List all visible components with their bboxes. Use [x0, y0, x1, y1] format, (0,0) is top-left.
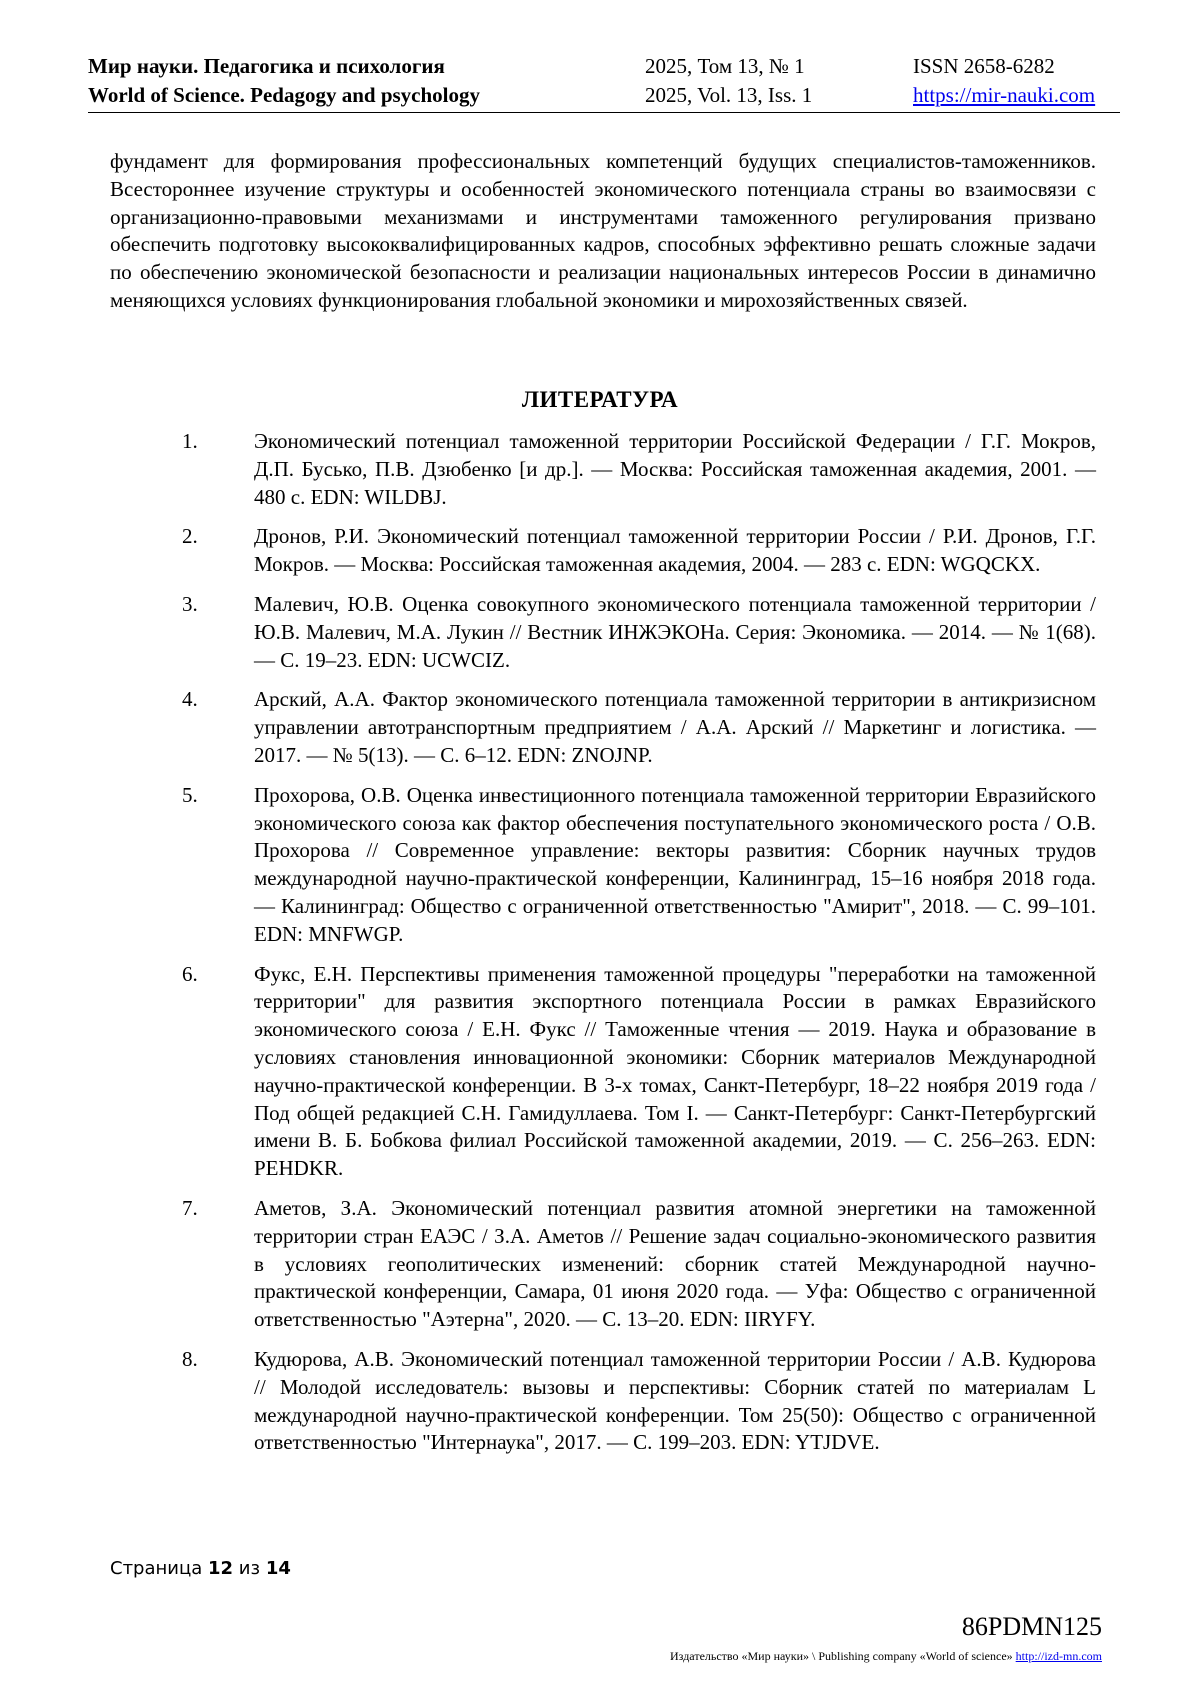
journal-title-en: World of Science. Pedagogy and psychology: [88, 83, 481, 107]
reference-text: Арский, А.А. Фактор экономического потенциала таможенной территории в антикризисном управлении автотранспортным предприятием / А.А. Арский // Маркетинг и логистика. — 2017. — № 5(13). — С. 6–12. EDN: ZNOJNP.: [254, 687, 1096, 767]
issue-en: 2025, Vol. 13, Iss. 1: [645, 83, 813, 107]
reference-number: 3.: [182, 591, 198, 616]
issue-block: [645, 52, 812, 110]
reference-number: 7.: [182, 1195, 198, 1220]
reference-text: Прохорова, О.В. Оценка инвестиционного потенциала таможенной территории Евразийского экономического союза как фактор обеспечения поступательного экономического роста / О.В. Прохорова // Современное управление: векторы развития: Сборник научных трудов международной научно-практической конференции, Калининград, 15–16 ноября 2018 года. — Калининград: Общество с ограниченной ответственностью "Амирит", 2018. — С. 99–101. EDN: MNFWGP.: [254, 782, 1096, 946]
journal-title-ru: Мир науки. Педагогика и психология: [88, 54, 445, 78]
reference-number: 2.: [182, 524, 198, 549]
reference-number: 5.: [182, 782, 198, 807]
reference-item: [110, 523, 1096, 579]
literature-heading: ЛИТЕРАТУРА: [521, 387, 679, 412]
issn-block: [913, 52, 1095, 110]
journal-url-link[interactable]: https://mir-nauki.com: [913, 83, 1096, 107]
journal-title-block: [88, 52, 480, 110]
page-number: [110, 1558, 291, 1579]
reference-text: Кудюрова, А.В. Экономический потенциал таможенной территории России / А.В. Кудюрова // Молодой исследователь: вызовы и перспективы: Сборник статей по материалам L международной научно-практической конференции. Том 25(50): Общество с ограниченной ответственностью "Интернаука", 2017. — С. 199–203. EDN: YTJDVE.: [254, 1346, 1096, 1455]
reference-number: 8.: [182, 1346, 198, 1371]
issue-ru: 2025, Том 13, № 1: [645, 54, 805, 78]
reference-item: [110, 1195, 1096, 1334]
publisher-line: [670, 1649, 1102, 1664]
header-divider: [88, 112, 1120, 113]
reference-text: Малевич, Ю.В. Оценка совокупного экономического потенциала таможенной территории / Ю.В. Малевич, М.А. Лукин // Вестник ИНЖЭКОНа. Серия: Экономика. — 2014. — № 1(68). — С. 19–23. EDN: UCWCIZ.: [254, 591, 1096, 672]
page-total: 14: [265, 1558, 291, 1579]
article-code: 86PDMN125: [961, 1612, 1102, 1641]
reference-number: 1.: [182, 429, 198, 453]
page-prefix: Страница: [110, 1558, 203, 1579]
body-paragraph: фундамент для формирования профессиональных компетенций будущих специалистов-таможенников. Всестороннее изучение структуры и особенностей экономического потенциала страны во взаимосвязи с организационно-правовыми механизмами и инструментами таможенного регулирования призвано обеспечить подготовку высококвалифицированных кадров, способных эффективно решать сложные задачи по обеспечению экономической безопасности и реализации национальных интересов России в динамично меняющихся условиях функционирования глобальной экономики и мирохозяйственных связей.: [110, 149, 1096, 312]
reference-text: Дронов, Р.И. Экономический потенциал таможенной территории России / Р.И. Дронов, Г.Г. Мокров. — Москва: Российская таможенная академия, 2004. — 283 с. EDN: WGQCKX.: [254, 524, 1096, 577]
reference-item: [110, 782, 1096, 949]
reference-item: [110, 1346, 1096, 1457]
reference-list: [110, 428, 1096, 1469]
publisher-text: Издательство «Мир науки» \ Publishing company «World of science»: [670, 1649, 1013, 1663]
reference-item: [110, 591, 1096, 674]
publisher-link[interactable]: http://izd-mn.com: [1015, 1649, 1102, 1663]
reference-text: Фукс, Е.Н. Перспективы применения таможенной процедуры "переработки на таможенной территории" для развития экспортного потенциала России в рамках Евразийского экономического союза / Е.Н. Фукс // Таможенные чтения — 2019. Наука и образование в условиях становления инновационной экономики: Сборник материалов Международной научно-практической конференции. В 3-х томах, Санкт-Петербург, 18–22 ноября 2019 года / Под общей редакцией С.Н. Гамидуллаева. Том I. — Санкт-Петербург: Санкт-Петербургский имени В. Б. Бобкова филиал Российской таможенной академии, 2019. — С. 256–263. EDN: PEHDKR.: [254, 961, 1096, 1181]
reference-text: Экономический потенциал таможенной территории Российской Федерации / Г.Г. Мокров, Д.П. Бусько, П.В. Дзюбенко [и др.]. — Москва: Российская таможенная академия, 2001. — 480 с. EDN: WILDBJ.: [254, 429, 1096, 509]
page-header: [88, 52, 1120, 112]
reference-number: 6.: [182, 961, 198, 986]
reference-text: Аметов, З.А. Экономический потенциал развития атомной энергетики на таможенной территории стран ЕАЭС / З.А. Аметов // Решение задач социально-экономического развития в условиях геополитических изменений: сборник статей Международной научно-практической конференции, Самара, 01 июня 2020 года. — Уфа: Общество с ограниченной ответственностью "Аэтерна", 2020. — С. 13–20. EDN: IIRYFY.: [254, 1195, 1096, 1332]
reference-item: [110, 961, 1096, 1183]
page-current: 12: [208, 1558, 234, 1579]
page-of: из: [238, 1558, 261, 1579]
reference-number: 4.: [182, 687, 198, 712]
reference-item: [110, 428, 1096, 511]
issn: ISSN 2658-6282: [913, 54, 1055, 78]
reference-item: [110, 686, 1096, 769]
